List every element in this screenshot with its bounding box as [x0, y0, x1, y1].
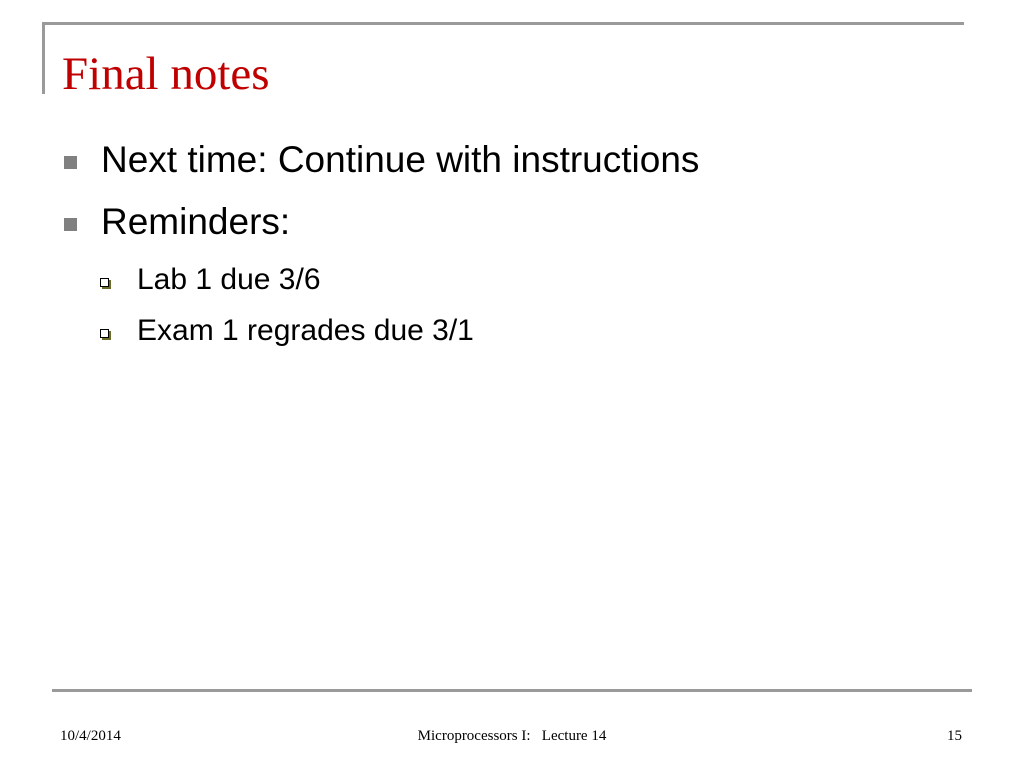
- sub-bullet-text: Lab 1 due 3/6: [137, 263, 321, 296]
- title-frame-left-rule: [42, 22, 45, 94]
- filled-square-icon: [64, 218, 77, 231]
- slide-title: Final notes: [62, 48, 270, 100]
- bullet-text: Next time: Continue with instructions: [101, 139, 700, 180]
- sub-bullet-text: Exam 1 regrades due 3/1: [137, 314, 474, 347]
- footer-page-number: 15: [947, 728, 962, 744]
- hollow-square-icon: [100, 278, 109, 287]
- filled-square-icon: [64, 156, 77, 169]
- title-frame-top-rule: [42, 22, 964, 25]
- footer-date: 10/4/2014: [60, 728, 121, 744]
- footer-rule: [52, 689, 972, 692]
- hollow-square-icon: [100, 329, 109, 338]
- bullet-text: Reminders:: [101, 201, 291, 242]
- footer-course-title: Microprocessors I: Lecture 14: [417, 728, 607, 744]
